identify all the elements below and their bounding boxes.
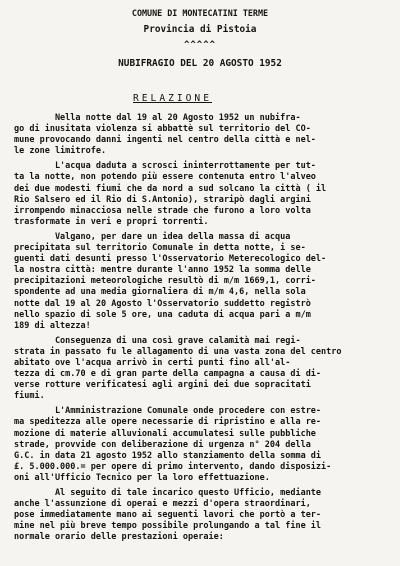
- text-line: mune provocando danni ingenti nel centro della città e nel-: [14, 135, 316, 146]
- text-line: 189 di altezza!: [14, 320, 91, 331]
- text-line: ta la notte, non potendo più essere contenuta entro l'alveo: [14, 172, 316, 183]
- text-line: normale orario delle prestazioni operaie:: [14, 532, 224, 543]
- text-line: strade, provvide con deliberazione di urgenza n° 204 della: [14, 439, 311, 450]
- ornament-divider: ^^^^^: [183, 40, 217, 50]
- paragraph: [14, 232, 398, 332]
- section-heading: RELAZIONE: [133, 93, 212, 104]
- paragraph: [14, 488, 398, 543]
- text-line: go di inusitata violenza si abbattè sul territorio del CO-: [14, 124, 311, 135]
- text-line: le zone limitrofe.: [14, 146, 107, 157]
- text-line: L'Amministrazione Comunale onde procedere con estre-: [14, 406, 322, 417]
- text-line: nello spazio di sole 5 ore, una caduta di acqua pari a m/m: [14, 309, 311, 320]
- paragraph: [14, 336, 398, 403]
- text-line: precipitazioni meteorologiche resultò di m/m 1669,1, corri-: [14, 276, 316, 287]
- text-line: la nostra città: mentre durante l'anno 1952 la somma delle: [14, 265, 311, 276]
- subject-line: NUBIFRAGIO DEL 20 AGOSTO 1952: [118, 58, 282, 69]
- text-line: dei due modesti fiumi che da nord a sud solcano la città ( il: [14, 183, 327, 194]
- text-line: verse rotture verificatesi agli argini dei due sopracitati: [14, 380, 311, 391]
- text-line: pose immediatamente mano ai seguenti lavori che portò a ter-: [14, 510, 322, 521]
- text-line: fiumi.: [14, 391, 45, 402]
- text-line: irrompendo minacciosa nelle strade che furono a loro volta: [14, 205, 311, 216]
- text-line: Al seguito di tale incarico questo Ufficio, mediante: [14, 488, 322, 498]
- text-line: Nella notte dal 19 al 20 Agosto 1952 un nubifra-: [14, 113, 301, 123]
- text-line: anche l'assunzione di operai e mezzi d'opera straordinari,: [14, 499, 311, 510]
- report-body: [14, 113, 398, 543]
- text-line: mine nel più breve tempo possibile prolungando a tal fine il: [14, 521, 322, 532]
- text-line: £. 5.000.000.= per opere di primo intervento, dando disposizi-: [14, 461, 332, 472]
- paragraph: [14, 113, 398, 157]
- text-line: oni all'Ufficio Tecnico per la loro effettuazione.: [14, 472, 270, 483]
- text-line: G.C. in data 21 agosto 1952 allo stanziamento della somma di: [14, 450, 322, 461]
- text-line: notte dal 19 al 20 Agosto l'Osservatorio suddetto registrò: [14, 298, 311, 309]
- paragraph: [14, 161, 398, 228]
- text-line: Conseguenza di una così grave calamità mai regi-: [14, 335, 301, 346]
- text-line: Valgano, per dare un idea della massa di acqua: [14, 231, 291, 242]
- text-line: spondente ad una media giornaliera di m/m 4,6, nella sola: [14, 287, 306, 298]
- text-line: ma speditezza alle opere necessarie di ripristino e alla re-: [14, 417, 322, 428]
- comune-title: COMUNE DI MONTECATINI TERME: [131, 8, 269, 18]
- text-line: guenti dati desunti presso l'Osservatorio Meterecologico del-: [14, 254, 327, 265]
- provincia-subtitle: Provincia di Pistoia: [143, 24, 257, 35]
- text-line: mozione di materie alluvionali accumulatesi sulle pubbliche: [14, 428, 316, 439]
- text-line: precipitata sul territorio Comunale in detta notte, i se-: [14, 243, 306, 254]
- text-line: abitato ove l'acqua arrivò in certi punti fino all'al-: [14, 357, 291, 368]
- text-line: tezza di cm.70 e di gran parte della campagna a causa di di-: [14, 369, 322, 380]
- text-line: L'acqua daduta a scrosci ininterrottamente per tut-: [14, 161, 316, 172]
- text-line: trasformate in veri e propri torrenti.: [14, 216, 209, 227]
- text-line: Rio Salsero ed il Rio di S.Antonio), straripò dagli argini: [14, 194, 311, 205]
- paragraph: [14, 406, 398, 484]
- text-line: strata in passato fu le allagamento di una vasta zona del centro: [14, 346, 342, 357]
